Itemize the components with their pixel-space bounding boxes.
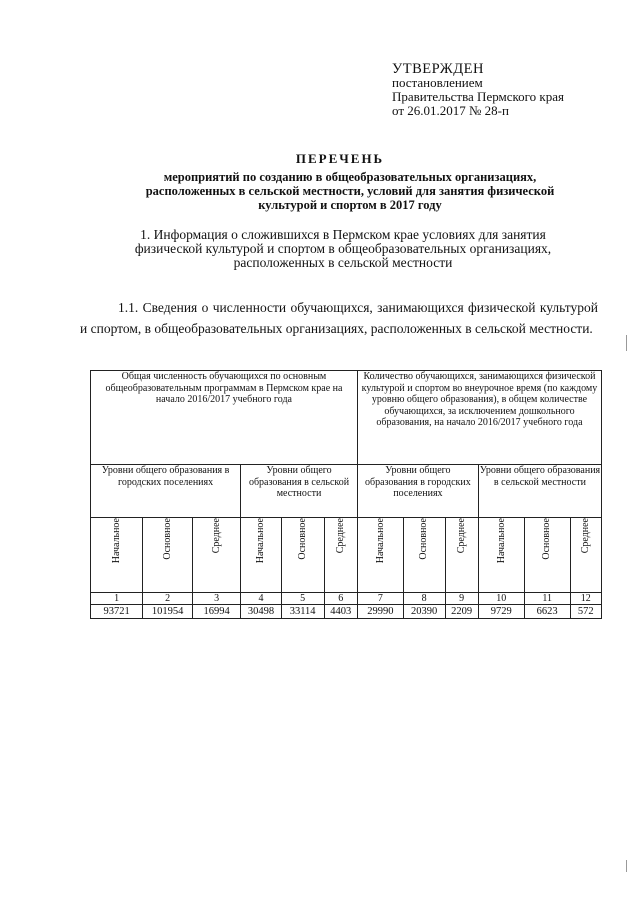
level-label: Среднее [210, 518, 222, 554]
table-subheader-row [91, 465, 602, 518]
column-number: 3 [193, 593, 241, 605]
table-subheader: Уровни общего образования в сельской местности [241, 465, 358, 518]
column-number: 6 [324, 593, 357, 605]
scan-mark [626, 335, 627, 351]
data-table [90, 370, 602, 619]
heading-line: физической культурой и спортом в общеобразовательных организациях, [134, 241, 552, 256]
table-cell: 2209 [445, 605, 478, 619]
table-cell: 9729 [478, 605, 524, 619]
level-label: Основное [541, 518, 553, 560]
table-level-cell [357, 518, 403, 593]
table-cell: 4403 [324, 605, 357, 619]
table-cell: 572 [570, 605, 601, 619]
level-label: Начальное [255, 518, 267, 564]
table-group-header: Количество обучающихся, занимающихся физической культурой и спортом во внеурочное время (по каждому уровню общего образования), в общем количестве обучающихся, за исключением дошкольного образования, на начало 2016/2017 учебного года [357, 371, 601, 465]
table-cell: 93721 [91, 605, 143, 619]
scan-mark [626, 860, 627, 872]
table-cell: 29990 [357, 605, 403, 619]
column-number: 5 [281, 593, 324, 605]
column-number: 10 [478, 593, 524, 605]
column-number: 4 [241, 593, 282, 605]
level-label: Начальное [495, 518, 507, 564]
approval-line: Правительства Пермского края [392, 89, 564, 104]
level-label: Среднее [334, 518, 346, 554]
level-label: Среднее [580, 518, 592, 554]
table-subheader: Уровни общего образования в городских поселениях [357, 465, 478, 518]
column-number: 2 [143, 593, 193, 605]
section-paragraph: 1.1. Сведения о численности обучающихся, занимающихся физической культурой и спортом, в общеобразовательных организациях, расположенных в сельской местности. [80, 300, 598, 336]
table-level-cell [91, 518, 143, 593]
table-cell: 33114 [281, 605, 324, 619]
document-title: ПЕРЕЧЕНЬ [295, 151, 385, 166]
table-level-cell [445, 518, 478, 593]
table-level-cell [524, 518, 570, 593]
table-level-cell [324, 518, 357, 593]
approval-line: постановлением [392, 75, 483, 90]
subtitle-line: мероприятий по созданию в общеобразовательных организациях, [163, 170, 537, 184]
table-level-cell [570, 518, 601, 593]
approval-line: от 26.01.2017 № 28-п [392, 103, 509, 118]
level-label: Среднее [455, 518, 467, 554]
table-level-cell [478, 518, 524, 593]
table-level-row [91, 518, 602, 593]
table-subheader: Уровни общего образования в сельской местности [478, 465, 601, 518]
document-subtitle [80, 170, 620, 212]
column-number: 9 [445, 593, 478, 605]
approval-title: УТВЕРЖДЕН [392, 61, 484, 77]
table-header-row [91, 371, 602, 465]
level-label: Основное [161, 518, 173, 560]
column-number: 8 [403, 593, 445, 605]
column-number: 12 [570, 593, 601, 605]
level-label: Основное [296, 518, 308, 560]
level-label: Основное [418, 518, 430, 560]
heading-line: 1. Информация о сложившихся в Пермском крае условиях для занятия [140, 227, 546, 242]
subtitle-line: культурой и спортом в 2017 году [258, 198, 442, 212]
column-number: 11 [524, 593, 570, 605]
column-number: 7 [357, 593, 403, 605]
table-level-cell [403, 518, 445, 593]
table-row [91, 605, 602, 619]
table-level-cell [193, 518, 241, 593]
table-level-cell [143, 518, 193, 593]
table-cell: 101954 [143, 605, 193, 619]
table-cell: 30498 [241, 605, 282, 619]
level-label: Начальное [374, 518, 386, 564]
table-cell: 6623 [524, 605, 570, 619]
section-heading [88, 228, 598, 270]
level-label: Начальное [110, 518, 122, 564]
table-subheader: Уровни общего образования в городских поселениях [91, 465, 241, 518]
column-number: 1 [91, 593, 143, 605]
table-level-cell [241, 518, 282, 593]
subtitle-line: расположенных в сельской местности, условий для занятия физической [145, 184, 555, 198]
table-cell: 16994 [193, 605, 241, 619]
table-group-header: Общая численность обучающихся по основным общеобразовательным программам в Пермском крае на начало 2016/2017 учебного года [91, 371, 358, 465]
approval-stamp [392, 62, 622, 118]
table-cell: 20390 [403, 605, 445, 619]
table-level-cell [281, 518, 324, 593]
table-column-numbers-row [91, 593, 602, 605]
heading-line: расположенных в сельской местности [233, 255, 453, 270]
